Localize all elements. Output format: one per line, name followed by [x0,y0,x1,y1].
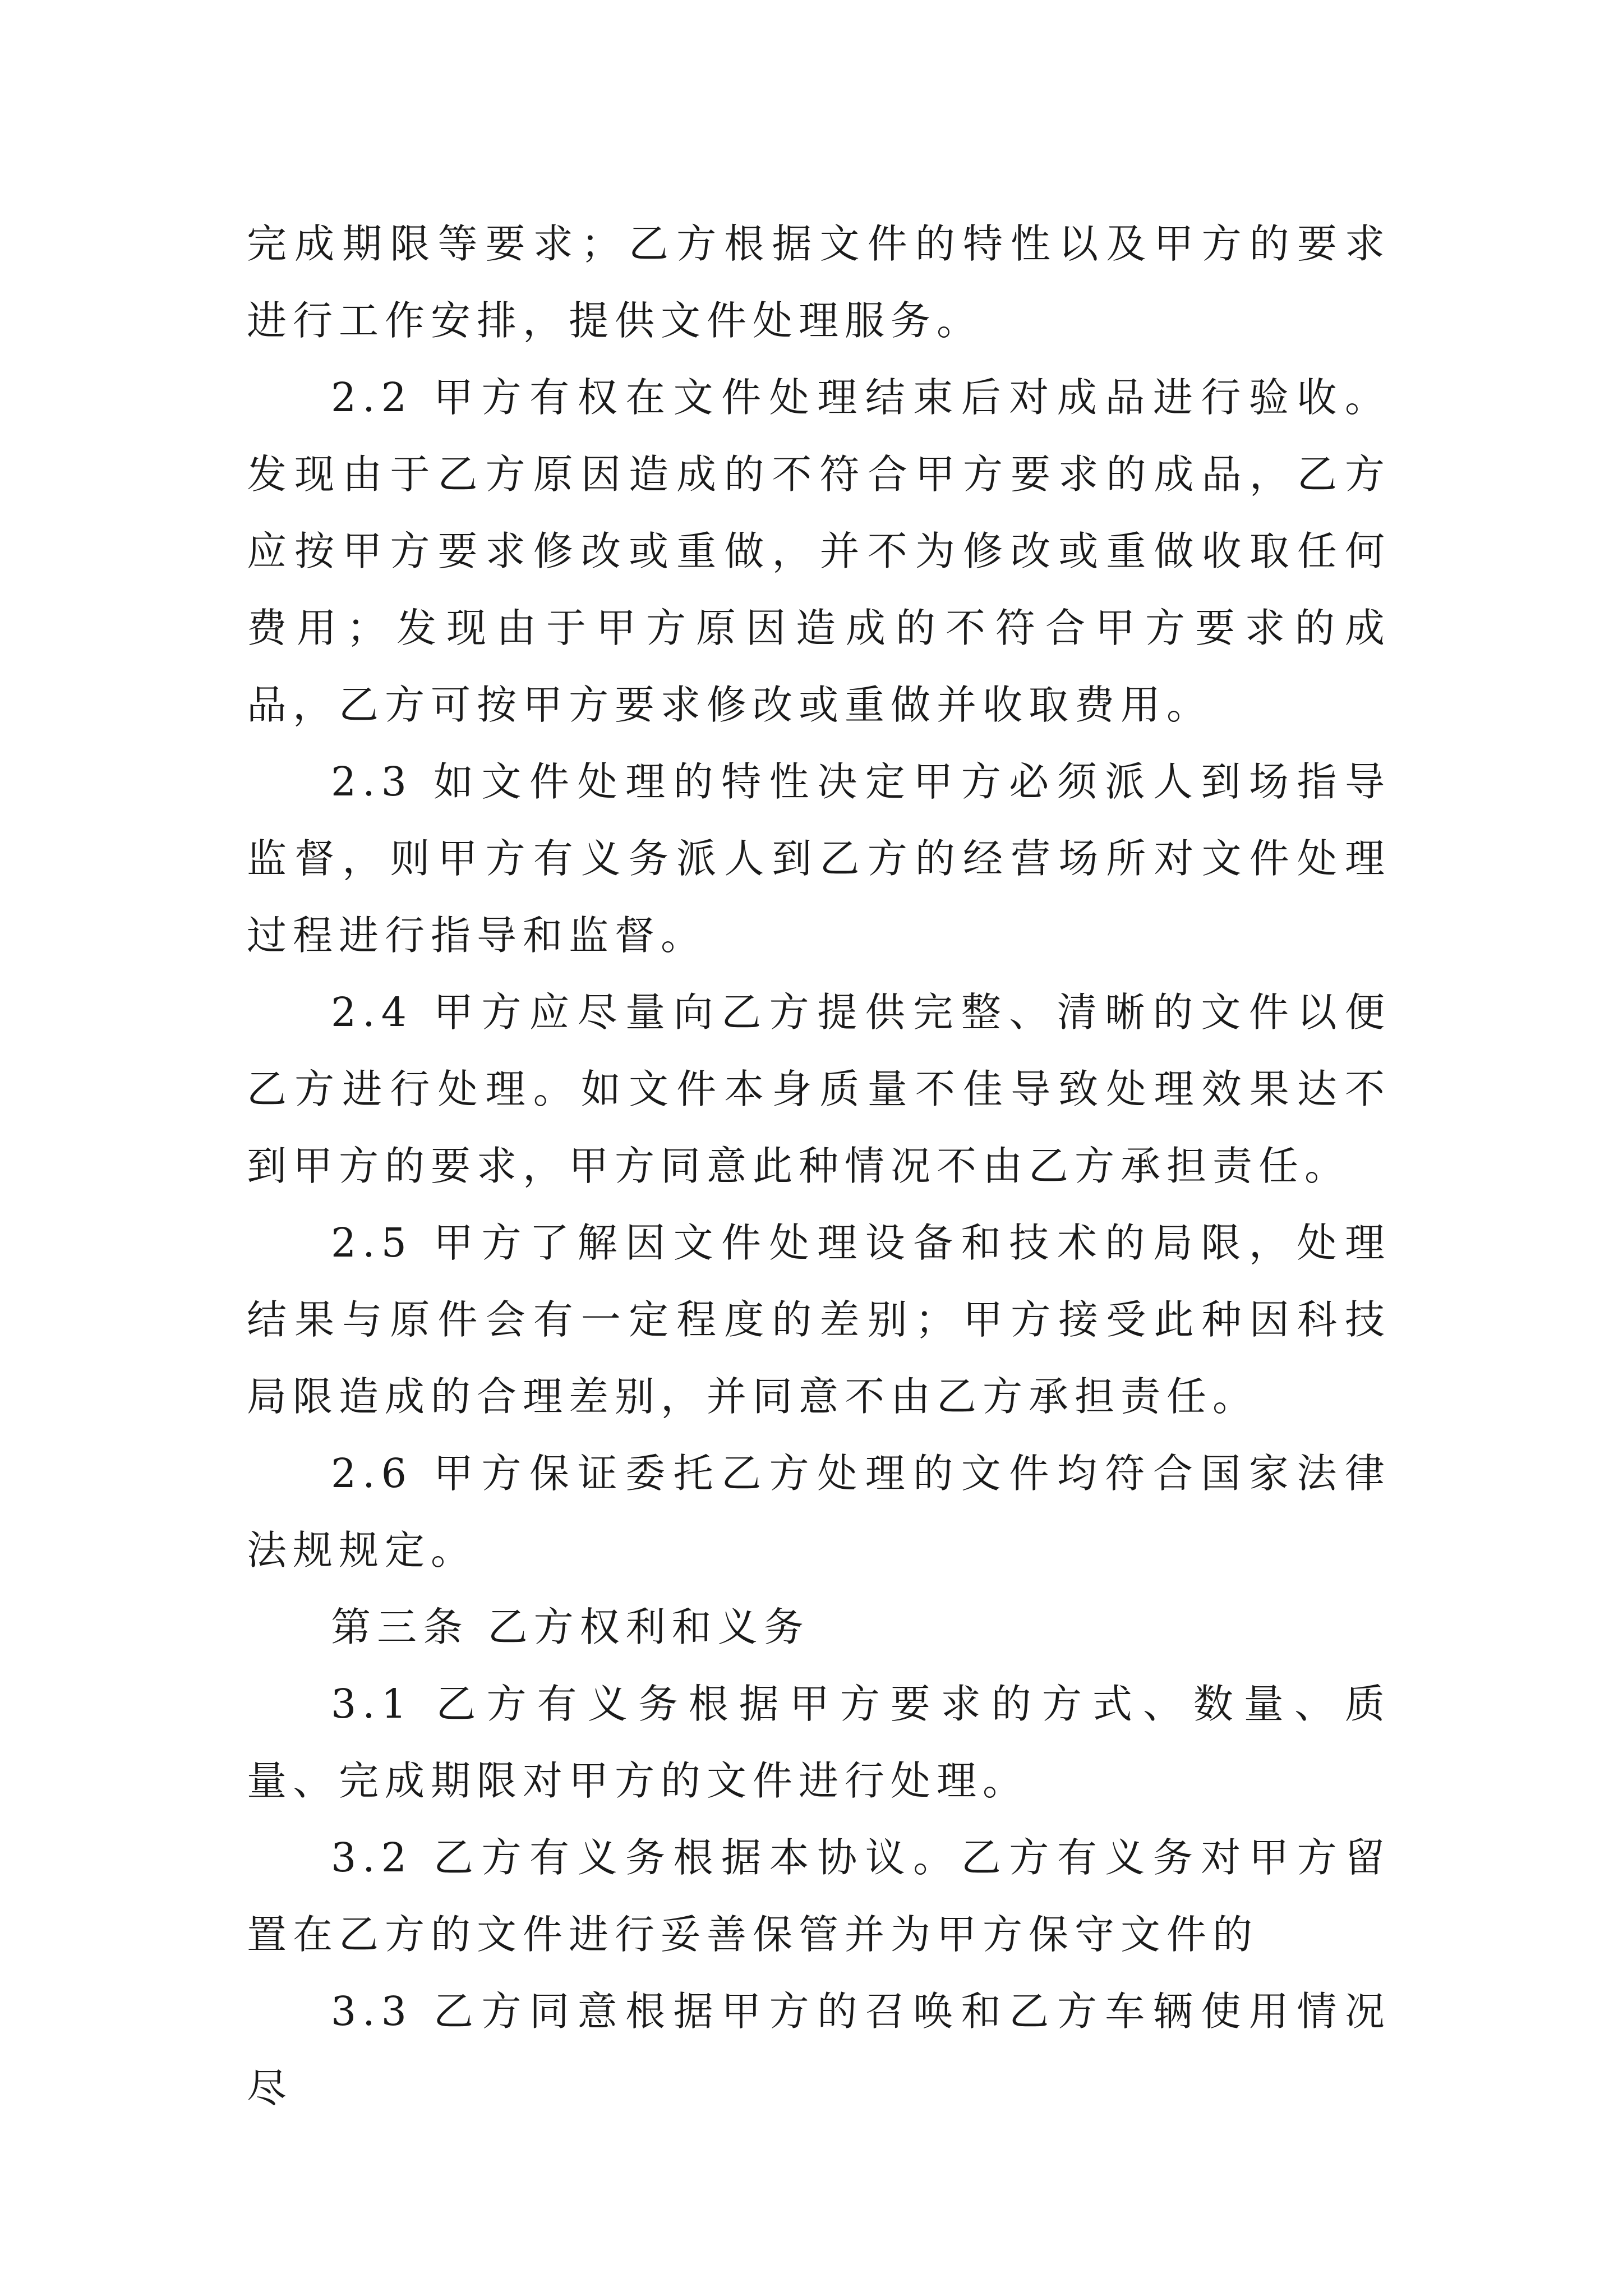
article-3-heading: 第三条 乙方权利和义务 [331,1604,810,1650]
paragraph-3-3: 3.3 乙方同意根据甲方的召唤和乙方车辆使用情况尽 [247,1988,1391,2111]
paragraph-2-2: 2.2 甲方有权在文件处理结束后对成品进行验收。发现由于乙方原因造成的不符合甲方要求的成品，乙方应按甲方要求修改或重做，并不为修改或重做收取任何费用；发现由于甲方原因造成的不符合甲方要求的成品，乙方可按甲方要求修改或重做并收取费用。 [247,374,1391,728]
paragraph-3-2: 3.2 乙方有义务根据本协议。乙方有义务对甲方留置在乙方的文件进行妥善保管并为甲方保守文件的 [247,1834,1391,1958]
paragraph-3-1: 3.1 乙方有义务根据甲方要求的方式、数量、质量、完成期限对甲方的文件进行处理。 [247,1681,1391,1804]
paragraph-2-5: 2.5 甲方了解因文件处理设备和技术的局限，处理结果与原件会有一定程度的差别；甲方接受此种因科技局限造成的合理差别，并同意不由乙方承担责任。 [247,1220,1391,1420]
paragraph-continuation: 完成期限等要求；乙方根据文件的特性以及甲方的要求进行工作安排，提供文件处理服务。 [247,220,1391,344]
paragraph-2-3: 2.3 如文件处理的特性决定甲方必须派人到场指导监督，则甲方有义务派人到乙方的经营场所对文件处理过程进行指导和监督。 [247,758,1391,959]
document-body [247,205,1391,2127]
paragraph-2-4: 2.4 甲方应尽量向乙方提供完整、清晰的文件以便乙方进行处理。如文件本身质量不佳导致处理效果达不到甲方的要求，甲方同意此种情况不由乙方承担责任。 [247,989,1391,1189]
paragraph-2-6: 2.6 甲方保证委托乙方处理的文件均符合国家法律法规规定。 [247,1450,1391,1573]
